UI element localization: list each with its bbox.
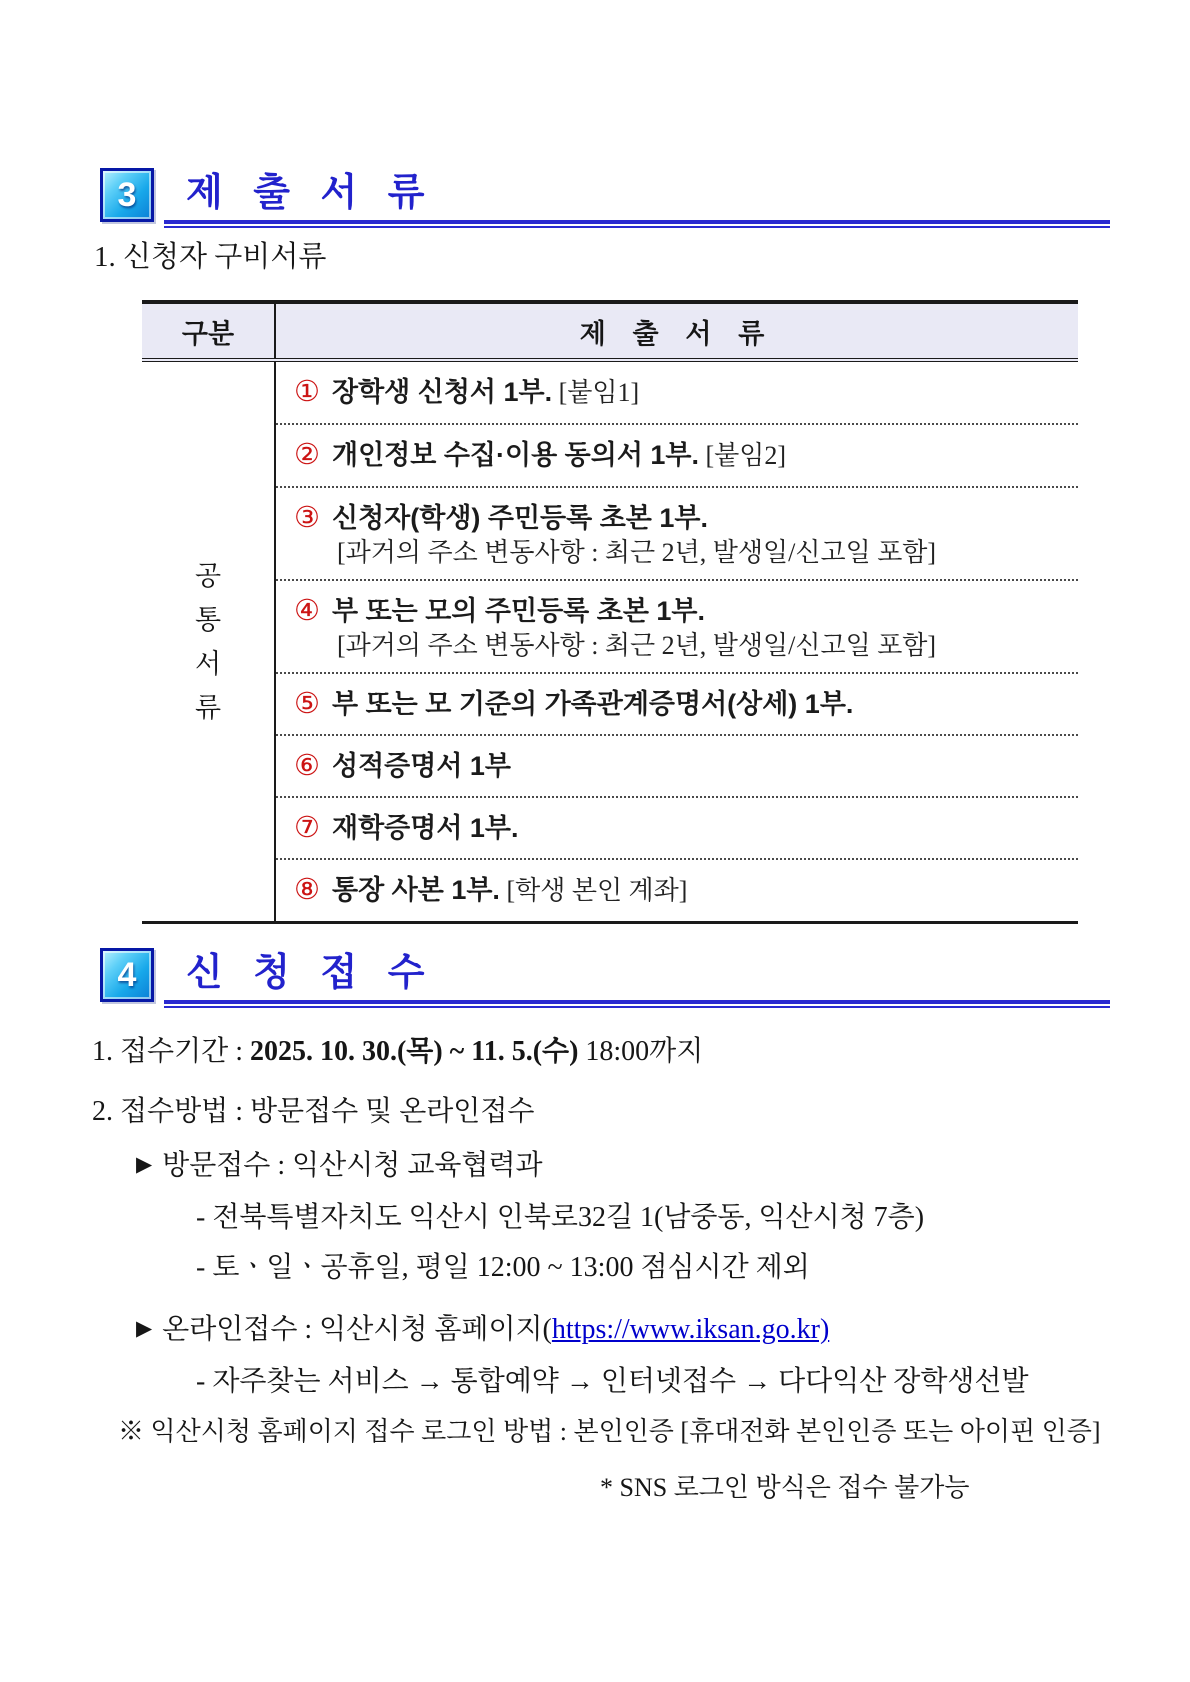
table-row bbox=[276, 486, 1078, 579]
section4-title: 신 청 접 수 bbox=[186, 952, 435, 994]
section4-header bbox=[100, 948, 1110, 1008]
triangle-bullet-icon: ▶ bbox=[136, 1152, 153, 1176]
table-row bbox=[276, 672, 1078, 734]
table-header-row bbox=[142, 300, 1078, 362]
row-detail: [학생 본인 계좌] bbox=[499, 876, 688, 905]
reception-period-line: 1. 접수기간 : 2025. 10. 30.(목) ~ 11. 5.(수) 18:00까지 bbox=[92, 1036, 704, 1067]
visit-hours-line: - 토ㆍ일ㆍ공휴일, 평일 12:00 ~ 13:00 점심시간 제외 bbox=[196, 1252, 810, 1283]
row-title: 통장 사본 1부. bbox=[332, 875, 500, 905]
login-method-note: ※ 익산시청 홈페이지 접수 로그인 방법 : 본인인증 [휴대전화 본인인증 또는 아이핀 인증] bbox=[118, 1417, 1101, 1446]
row-subtext: [과거의 주소 변동사항 : 최근 2년, 발생일/신고일 포함] bbox=[337, 538, 937, 567]
submission-documents-table bbox=[142, 300, 1078, 924]
table-header-documents: 제 출 서 류 bbox=[579, 318, 775, 349]
table-row bbox=[276, 362, 1078, 423]
row-title: 재학증명서 1부. bbox=[332, 813, 519, 843]
section4-number-badge: 4 bbox=[100, 948, 154, 1002]
table-header-category: 구분 bbox=[142, 304, 276, 358]
row-title: 신청자(학생) 주민등록 초본 1부. bbox=[332, 503, 708, 533]
table-body bbox=[142, 362, 1078, 924]
row-number: ⑧ bbox=[294, 874, 320, 906]
visit-reception-line: ▶ 방문접수 : 익산시청 교육협력과 bbox=[136, 1150, 543, 1181]
section4-title-col bbox=[164, 948, 1110, 1008]
visit-address-line: - 전북특별자치도 익산시 인북로32길 1(남중동, 익산시청 7층) bbox=[196, 1202, 925, 1233]
online-reception-line: ▶ 온라인접수 : 익산시청 홈페이지(https://www.iksan.go.kr) bbox=[136, 1314, 830, 1345]
row-title: 부 또는 모의 주민등록 초본 1부. bbox=[332, 596, 706, 626]
section3-title-col bbox=[164, 168, 1110, 228]
row-title: 개인정보 수집·이용 동의서 1부. bbox=[332, 440, 699, 470]
row-title: 성적증명서 1부 bbox=[332, 751, 512, 781]
online-menu-path-line: - 자주찾는 서비스 → 통합예약 → 인터넷접수 → 다다익산 장학생선발 bbox=[196, 1366, 1029, 1397]
row-number: ① bbox=[294, 376, 320, 408]
row-subtext: [과거의 주소 변동사항 : 최근 2년, 발생일/신고일 포함] bbox=[337, 631, 937, 660]
section3-number-badge: 3 bbox=[100, 168, 154, 222]
row-title: 부 또는 모 기준의 가족관계증명서(상세) 1부. bbox=[332, 689, 854, 719]
iksan-homepage-link[interactable]: https://www.iksan.go.kr) bbox=[551, 1314, 830, 1345]
table-row bbox=[276, 423, 1078, 486]
section3-header bbox=[100, 168, 1110, 228]
row-detail: [붙임2] bbox=[699, 441, 787, 470]
table-rows bbox=[276, 362, 1078, 921]
table-row bbox=[276, 579, 1078, 672]
table-row bbox=[276, 858, 1078, 921]
section4-title-underline bbox=[164, 1000, 1110, 1008]
section3-title: 제 출 서 류 bbox=[186, 172, 435, 214]
table-group-label-common-documents: 공 통 서 류 bbox=[142, 362, 276, 921]
table-row bbox=[276, 734, 1078, 796]
row-number: ⑥ bbox=[294, 750, 320, 782]
triangle-bullet-icon: ▶ bbox=[136, 1316, 153, 1340]
row-number: ④ bbox=[294, 595, 320, 627]
row-title: 장학생 신청서 1부. bbox=[332, 377, 553, 407]
row-number: ② bbox=[294, 439, 320, 471]
table-row bbox=[276, 796, 1078, 858]
section3-title-underline bbox=[164, 220, 1110, 228]
row-number: ⑤ bbox=[294, 688, 320, 720]
applicant-documents-heading: 1. 신청자 구비서류 bbox=[94, 241, 327, 273]
row-number: ⑦ bbox=[294, 812, 320, 844]
sns-login-note: * SNS 로그인 방식은 접수 불가능 bbox=[600, 1473, 970, 1502]
reception-method-line: 2. 접수방법 : 방문접수 및 온라인접수 bbox=[92, 1096, 535, 1127]
reception-period-dates: 2025. 10. 30.(목) ~ 11. 5.(수) bbox=[249, 1036, 579, 1067]
row-number: ③ bbox=[294, 502, 320, 534]
row-detail: [붙임1] bbox=[552, 378, 640, 407]
